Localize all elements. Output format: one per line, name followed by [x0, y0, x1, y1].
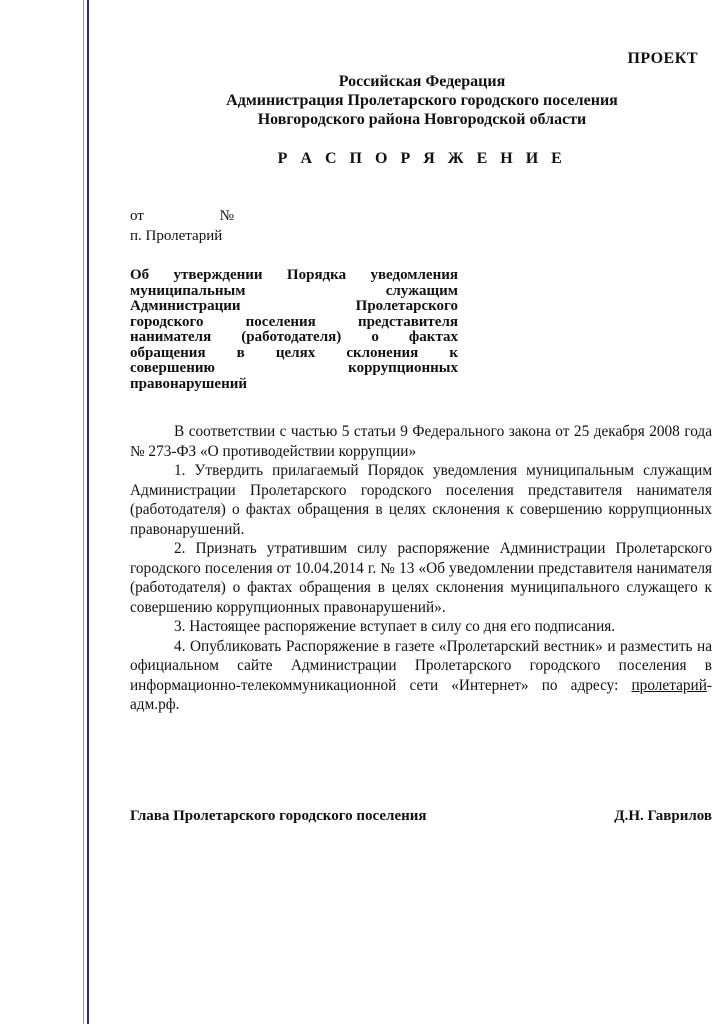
subject-line: Об утверждении Порядка уведомления	[130, 267, 458, 283]
header-region: Новгородского района Новгородской области	[257, 111, 587, 128]
date-label: от	[130, 208, 144, 224]
item-3-paragraph: 3. Настоящее распоряжение вступает в силу со дня его подписания.	[174, 618, 616, 635]
document-subject	[130, 268, 458, 392]
signatory-name: Д.Н. Гаврилов	[614, 808, 712, 824]
margin-line	[87, 0, 89, 1024]
website-link[interactable]: пролетарий	[631, 676, 707, 694]
document-header	[128, 72, 716, 129]
item-4-paragraph	[130, 637, 712, 715]
number-label: №	[219, 208, 234, 224]
subject-line: городского поселения представителя	[130, 313, 458, 330]
signatory-title: Глава Пролетарского городского поселения	[130, 808, 427, 824]
margin-line-thin	[83, 0, 84, 1024]
signature-block	[130, 808, 712, 825]
preamble-paragraph: В соответствии с частью 5 статьи 9 Федерального закона от 25 декабря 2008 года № 273-ФЗ «О противодействии коррупции»	[130, 423, 712, 460]
item-1-paragraph: 1. Утвердить прилагаемый Порядок уведомления муниципальным служащим Администрации Пролетарского городского поселения представителя нанимателя (работодателя) о фактах обращения в целях склонения к совершению коррупционных правонарушений.	[130, 462, 712, 538]
subject-line: обращения в целях склонения к	[130, 344, 458, 361]
subject-line: совершению коррупционных	[130, 360, 458, 376]
header-country: Российская Федерация	[338, 73, 506, 90]
item-4-text: 4. Опубликовать Распоряжение в газете «Пролетарский вестник» и разместить на официальном сайте Администрации Пролетарского городского поселения в информационно-телекоммуникационной сети «Интернет» по адресу:	[130, 637, 712, 694]
header-administration: Администрация Пролетарского городского поселения	[226, 92, 618, 109]
item-2-paragraph: 2. Признать утратившим силу распоряжение Администрации Пролетарского городского поселения от 10.04.2014 г. № 13 «Об уведомлении представителя нанимателя (работодателя) о фактах обращения в целях склонения муниципального служащего к совершению коррупционных правонарушений».	[130, 540, 712, 616]
place-of-issue: п. Пролетарий	[130, 228, 223, 244]
date-number-row	[130, 208, 234, 225]
subject-line: нанимателя (работодателя) о фактах	[130, 329, 458, 345]
project-stamp: ПРОЕКТ	[627, 50, 698, 67]
website-link-suffix: -адм.рф.	[130, 676, 712, 713]
document-type: Р А С П О Р Я Ж Е Н И Е	[277, 150, 567, 167]
subject-line: муниципальным служащим	[130, 282, 458, 299]
subject-line: Администрации Пролетарского	[130, 298, 458, 314]
document-body	[130, 422, 712, 715]
subject-line: правонарушений	[130, 375, 248, 392]
